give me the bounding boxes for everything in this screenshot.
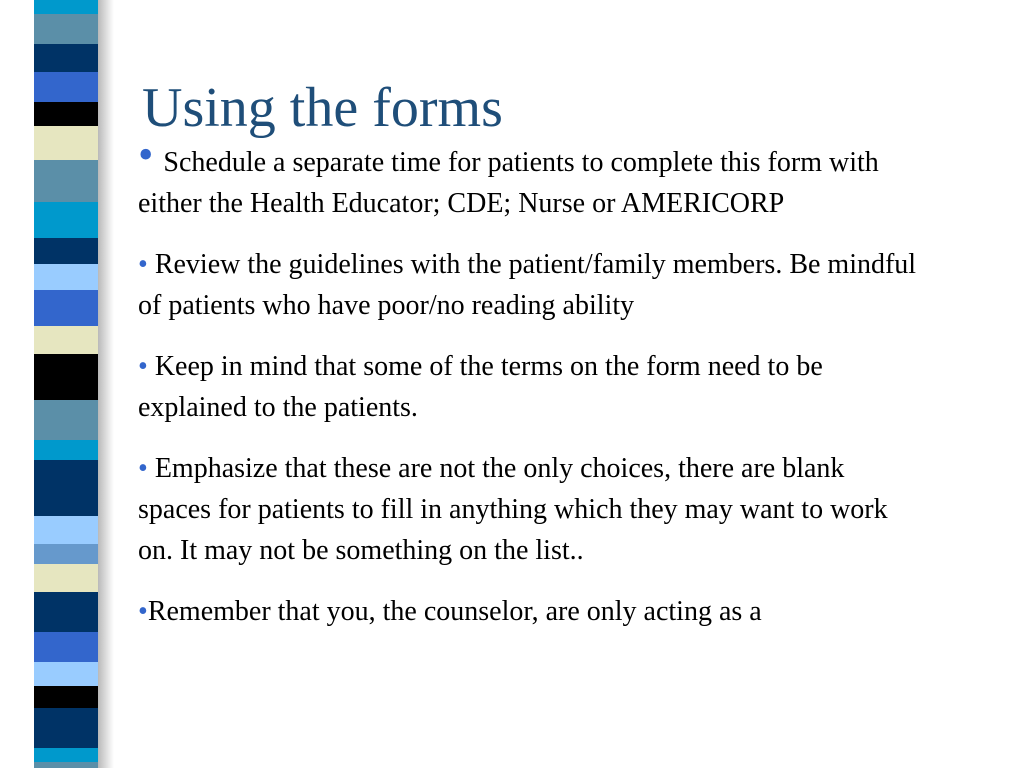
bullet-item-5 [138,591,918,632]
stripe-segment [34,0,98,14]
bullet-text: Keep in mind that some of the terms on the form need to be explained to the patients. [138,351,823,423]
stripe-segment [34,202,98,238]
bullet-marker: • [138,596,148,627]
bullet-text: Remember that you, the counselor, are only acting as a [147,596,762,627]
bullet-text: Schedule a separate time for patients to complete this form with either the Health Educator; CDE; Nurse or AMERICORP [138,147,879,219]
bullet-marker: • [138,351,148,382]
bullet-marker-large: • [138,130,154,179]
stripe-segment [34,102,98,126]
stripe-segment [34,400,98,440]
stripe-segment [34,564,98,592]
bullet-marker: • [138,249,148,280]
stripe-segment [34,748,98,762]
stripe-pattern [34,0,98,768]
stripe-segment [34,290,98,326]
stripe-segment [34,14,98,44]
stripe-segment [34,686,98,708]
stripe-segment [34,160,98,202]
stripe-segment [34,632,98,662]
stripe-segment [34,354,98,400]
slide-title: Using the forms [142,77,503,139]
bullet-item-2 [138,244,918,326]
bullet-item-1 [138,130,918,224]
stripe-segment [34,516,98,544]
stripe-segment [34,126,98,160]
stripe-segment [34,544,98,564]
decorative-stripe-bar [34,0,98,768]
stripe-segment [34,72,98,102]
bullet-text: Emphasize that these are not the only choices, there are blank spaces for patients to fill in anything which they may want to work on. It may not be something on the list.. [138,453,888,566]
stripe-segment [34,708,98,748]
stripe-segment [34,264,98,290]
stripe-segment [34,44,98,72]
stripe-segment [34,238,98,264]
bullet-item-3 [138,346,918,428]
bullet-item-4 [138,448,918,571]
stripe-shadow [98,0,114,768]
bullet-list [138,130,918,652]
bullet-text: Review the guidelines with the patient/family members. Be mindful of patients who have poor/no reading ability [138,249,917,321]
stripe-segment [34,662,98,686]
bullet-marker: • [138,453,148,484]
stripe-segment [34,592,98,632]
stripe-segment [34,460,98,516]
stripe-segment [34,440,98,460]
stripe-segment [34,762,98,768]
stripe-segment [34,326,98,354]
